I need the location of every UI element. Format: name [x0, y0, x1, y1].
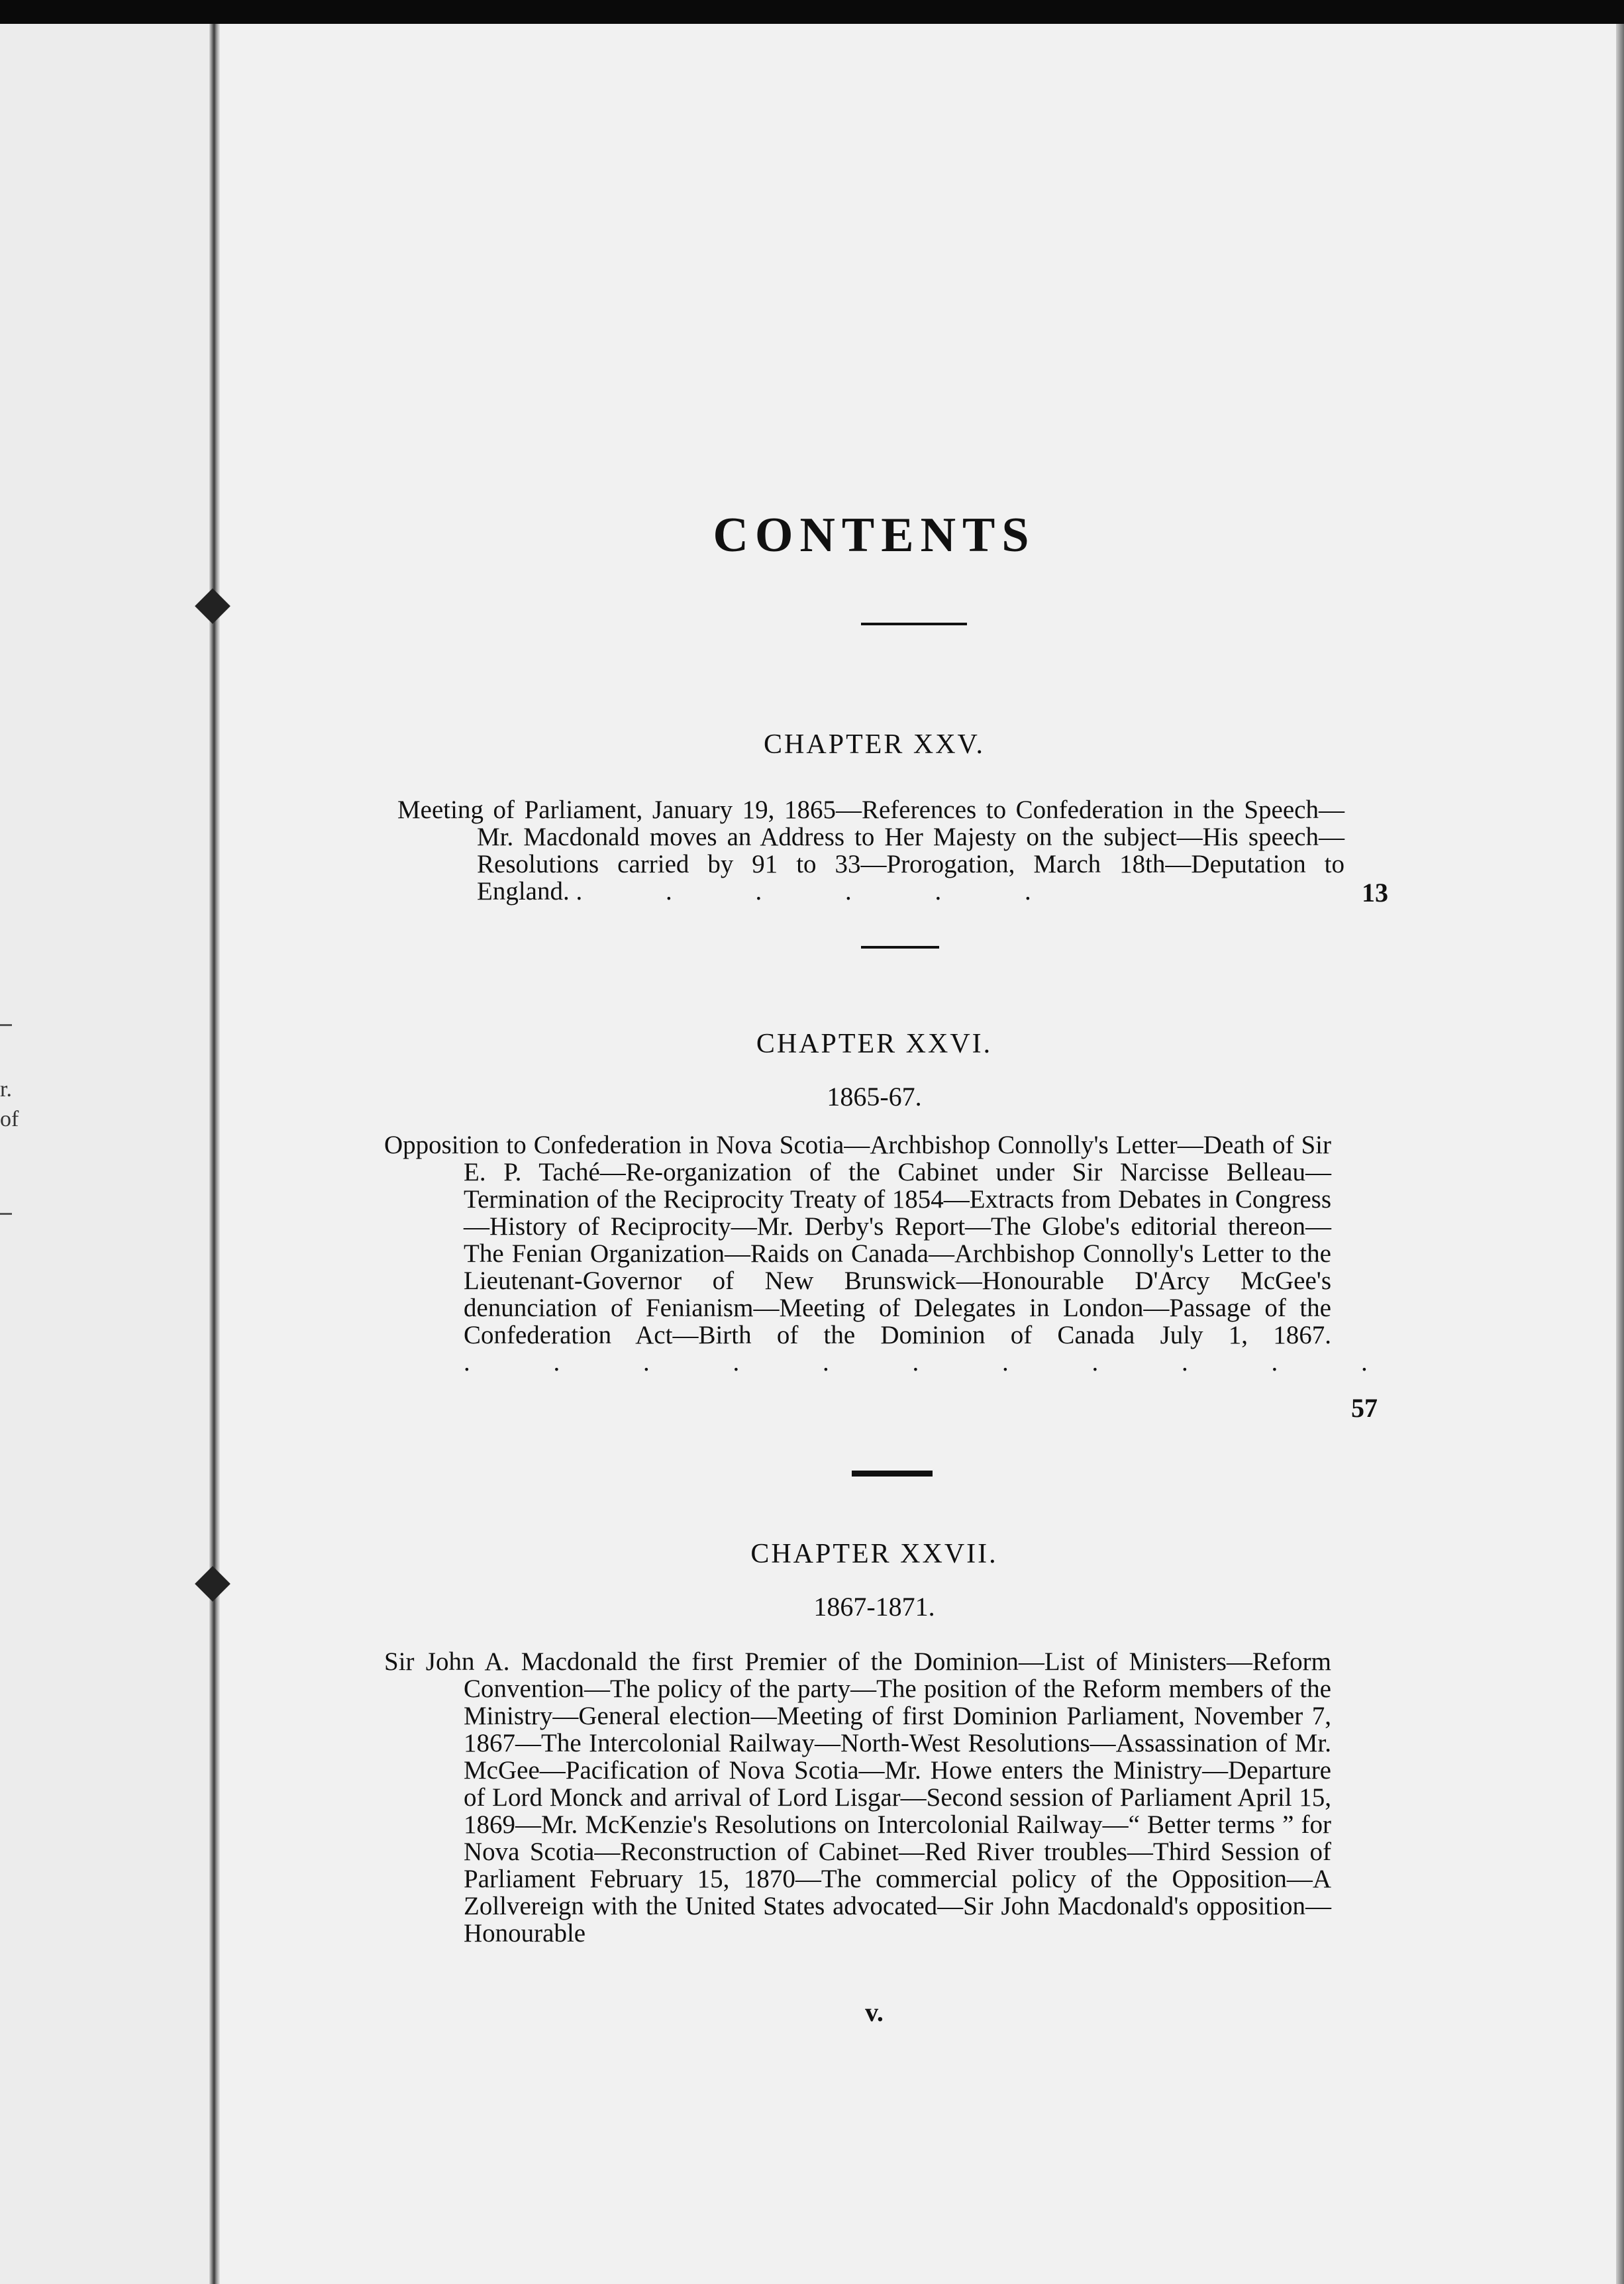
left-page-fragment: of: [0, 1107, 19, 1131]
chapter-heading: CHAPTER XXVI.: [756, 1029, 993, 1059]
left-page-rule: [0, 1213, 12, 1215]
page-number: 57: [1351, 1393, 1378, 1423]
left-page-rule: [0, 1024, 12, 1026]
dot-leader: . . . . . .: [576, 877, 1070, 906]
left-page-edge: [0, 24, 219, 2284]
dot-leader: . . . . . . . . . . .: [464, 1348, 1406, 1376]
chapter-years: 1865-67.: [827, 1082, 922, 1112]
title-rule: [861, 623, 967, 625]
chapter-heading: CHAPTER XXV.: [764, 729, 985, 760]
book-gutter: [209, 24, 220, 2284]
page-title: CONTENTS: [713, 508, 1036, 562]
chapter-summary: [397, 796, 1345, 905]
summary-text: Meeting of Parliament, January 19, 1865—References to Confederation in the Speech—Mr. Macdonald moves an Address to Her Majesty on the subject—His speech—Resolutions carried by 91 to 33—Prorogation, March 18th—Deputation to England.: [397, 796, 1345, 906]
page-folio: v.: [865, 1997, 884, 2027]
summary-text: Sir John A. Macdonald the first Premier of the Dominion—List of Ministers—Reform Convention—The policy of the party—The position of the Reform members of the Ministry—General election—Meeting of first Dominion Parliament, November 7, 1867—The Intercolonial Railway—North-West Resolutions—Assassination of Mr. McGee—Pacification of Nova Scotia—Mr. Howe enters the Ministry—Departure of Lord Monck and arrival of Lord Lisgar—Second session of Parliament April 15, 1869—Mr. McKenzie's Resolutions on Intercolonial Railway—“ Better terms ” for Nova Scotia—Reconstruction of Cabinet—Red River troubles—Third Session of Parliament February 15, 1870—The commercial policy of the Opposition—A Zollvereign with the United States advocated—Sir John Macdonald's opposition—Honourable: [384, 1647, 1331, 1947]
scanned-spread: [0, 24, 1616, 2284]
left-page-fragment: r.: [0, 1077, 12, 1102]
chapter-summary: [384, 1131, 1406, 1376]
section-rule: [861, 946, 939, 949]
summary-text: Opposition to Confederation in Nova Scotia—Archbishop Connolly's Letter—Death of Sir E. P. Taché—Re-organization of the Cabinet under Sir Narcisse Belleau—Termination of the Reciprocity Treaty of 1854—Extracts from Debates in Congress—History of Reciprocity—Mr. Derby's Report—The Globe's editorial thereon—The Fenian Organization—Raids on Canada—Archbishop Connolly's Letter to the Lieutenant-Governor of New Brunswick—Honourable D'Arcy McGee's denunciation of Fenianism—Meeting of Delegates in London—Passage of the Confederation Act—Birth of the Dominion of Canada July 1, 1867.: [384, 1131, 1331, 1349]
page-number: 13: [1362, 878, 1388, 908]
chapter-summary: [384, 1648, 1331, 1947]
section-rule: [852, 1471, 933, 1477]
chapter-heading: CHAPTER XXVII.: [750, 1539, 998, 1569]
chapter-years: 1867-1871.: [813, 1592, 935, 1622]
right-page-edge: [1616, 24, 1624, 2284]
